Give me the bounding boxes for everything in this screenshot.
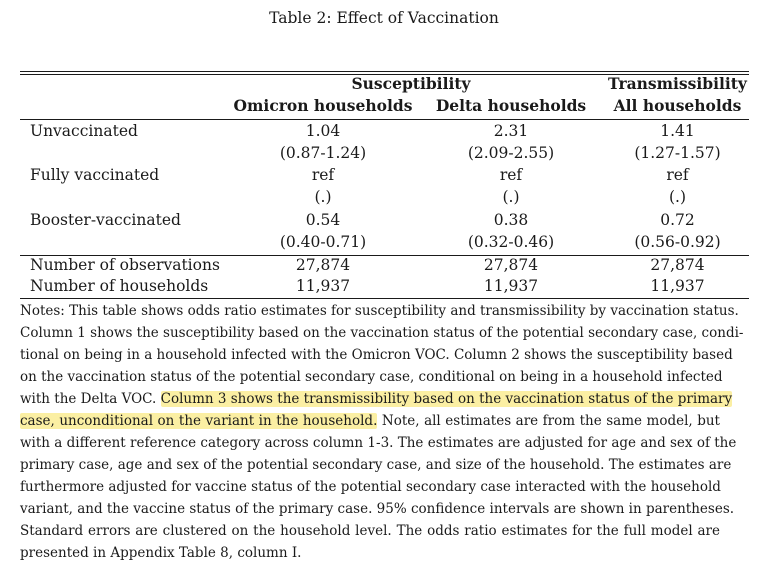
notes-line: presented in Appendix Table 8, column I. (20, 545, 302, 561)
table-cell: 1.41 (660, 122, 695, 140)
notes-line (20, 410, 720, 432)
table-cell: 11,937 (295, 277, 351, 295)
bottom-rule (20, 298, 749, 299)
header-transmissibility: Transmissibility (608, 74, 747, 93)
header-col-delta: Delta households (435, 96, 587, 115)
notes-line: Column 1 shows the susceptibility based on the vaccination status of the potential secondary case, condi- (20, 325, 744, 341)
notes-text: with the Delta VOC. (20, 391, 157, 407)
notes-text: Note, all estimates are from the same model, but (381, 413, 720, 429)
table-caption: Table 2: Effect of Vaccination (269, 9, 499, 27)
table-cell: 0.38 (493, 211, 529, 229)
table-cell-ci: (0.56-0.92) (634, 233, 721, 251)
highlighted-text: Column 3 shows the transmissibility based on the vaccination status of the primary (160, 391, 733, 407)
header-col-omicron: Omicron households (233, 96, 413, 115)
table-cell: 0.54 (305, 211, 341, 229)
table-cell-ci: (0.87-1.24) (279, 144, 367, 162)
notes-line: tional on being in a household infected with the Omicron VOC. Column 2 shows the susceptibility based (20, 347, 733, 363)
notes-line (20, 388, 733, 410)
notes-line: on the vaccination status of the potential secondary case, conditional on being in a household infected (20, 369, 723, 385)
notes-line: with a different reference category across column 1-3. The estimates are adjusted for age and sex of the (20, 435, 737, 451)
table-cell: ref (666, 166, 689, 184)
row-label-households: Number of households (30, 277, 209, 295)
table-cell-ci: (.) (668, 188, 687, 206)
notes-line: Notes: This table shows odds ratio estimates for susceptibility and transmissibility by vaccination status. (20, 303, 739, 319)
highlighted-text: case, unconditional on the variant in the household. (20, 413, 378, 429)
notes-line: Standard errors are clustered on the household level. The odds ratio estimates for the full model are (20, 523, 720, 539)
table-cell-ci: (2.09-2.55) (467, 144, 555, 162)
table-cell: 2.31 (493, 122, 529, 140)
table-cell: 1.04 (305, 122, 341, 140)
table-cell-ci: (0.32-0.46) (467, 233, 555, 251)
row-label-observations: Number of observations (30, 256, 220, 274)
row-label-unvaccinated: Unvaccinated (30, 122, 138, 140)
table-cell-ci: (.) (502, 188, 520, 206)
header-col-all: All households (613, 96, 742, 115)
top-rule (20, 71, 749, 72)
notes-line: primary case, age and sex of the potential secondary case, and size of the household. The estimates are (20, 457, 732, 473)
row-label-booster-vaccinated: Booster-vaccinated (30, 211, 181, 229)
table-cell: 11,937 (650, 277, 705, 295)
row-label-fully-vaccinated: Fully vaccinated (30, 166, 160, 184)
notes-line: variant, and the vaccine status of the primary case. 95% confidence intervals are shown in parentheses. (20, 501, 735, 517)
notes-line: furthermore adjusted for vaccine status of the potential secondary case interacted with the household (20, 479, 721, 495)
table-cell: 0.72 (660, 211, 695, 229)
table-cell: 27,874 (483, 256, 539, 274)
table-cell: ref (311, 166, 335, 184)
table-cell-ci: (.) (314, 188, 332, 206)
table-cell: 11,937 (483, 277, 539, 295)
table-cell: 27,874 (295, 256, 351, 274)
table-cell-ci: (1.27-1.57) (634, 144, 721, 162)
header-rule (20, 119, 749, 120)
header-susceptibility: Susceptibility (351, 74, 471, 93)
table-cell-ci: (0.40-0.71) (279, 233, 367, 251)
table-cell: ref (499, 166, 523, 184)
table-notes (20, 300, 744, 564)
table-cell: 27,874 (650, 256, 705, 274)
